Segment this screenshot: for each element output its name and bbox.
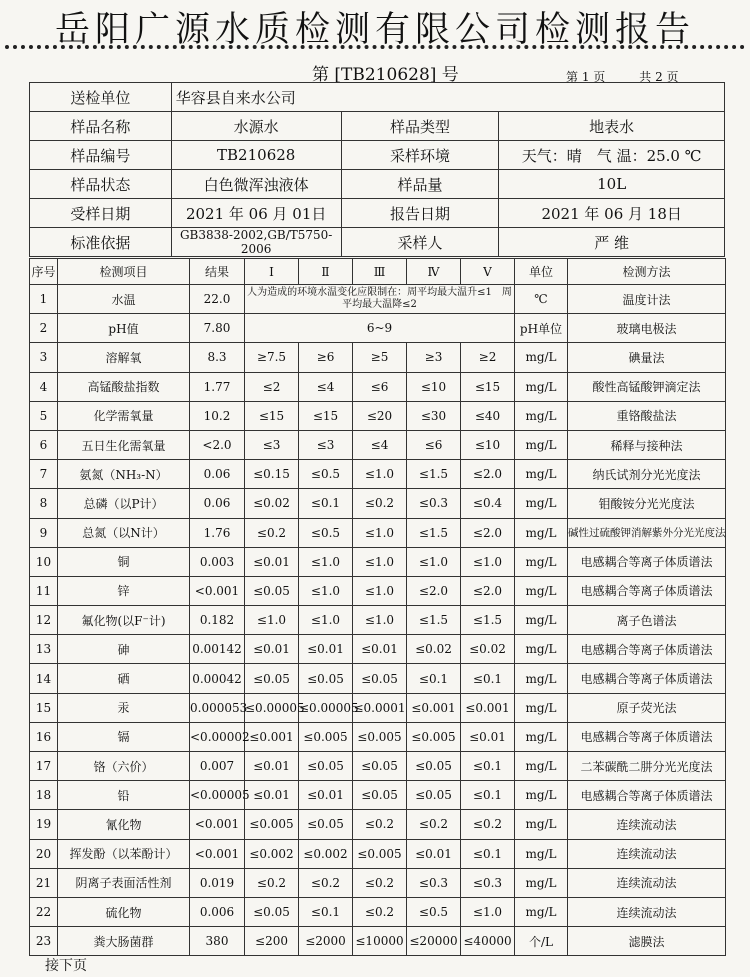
table-row xyxy=(30,927,726,956)
results-header-row xyxy=(30,259,726,285)
row-grade-4: ≤0.3 xyxy=(407,868,461,897)
row-grade-2: ≤0.005 xyxy=(299,722,353,751)
recv-date-value: 2021 年 06 月 01日 xyxy=(171,199,341,228)
row-unit: mg/L xyxy=(515,781,568,810)
row-grade-4: ≤0.3 xyxy=(407,489,461,518)
row-grade-5: ≤0.1 xyxy=(461,664,515,693)
row-result: 0.003 xyxy=(190,547,245,576)
row-unit: mg/L xyxy=(515,576,568,605)
row-item: 汞 xyxy=(58,693,190,722)
row-grade-1: ≤0.01 xyxy=(245,752,299,781)
row-method: 稀释与接种法 xyxy=(568,430,726,459)
row-item: 五日生化需氧量 xyxy=(58,430,190,459)
row-item: 铜 xyxy=(58,547,190,576)
row-grade-4: ≤0.2 xyxy=(407,810,461,839)
table-row xyxy=(30,752,726,781)
qty-label: 样品量 xyxy=(341,170,499,199)
table-row xyxy=(30,576,726,605)
row-method: 玻璃电极法 xyxy=(568,314,726,343)
row-unit: mg/L xyxy=(515,722,568,751)
row-method: 纳氏试剂分光光度法 xyxy=(568,460,726,489)
row-result: <0.001 xyxy=(190,576,245,605)
row-unit: ℃ xyxy=(515,285,568,314)
row-grade-3: ≤1.0 xyxy=(353,547,407,576)
row-result: 1.76 xyxy=(190,518,245,547)
row-grade-1: ≤0.05 xyxy=(245,576,299,605)
row-grade-4: ≤0.01 xyxy=(407,839,461,868)
row-range: 6~9 xyxy=(245,314,515,343)
row-result: 0.006 xyxy=(190,897,245,926)
row-unit: mg/L xyxy=(515,664,568,693)
row-grade-3: ≤0.005 xyxy=(353,722,407,751)
row-method: 电感耦合等离子体质谱法 xyxy=(568,781,726,810)
row-grade-2: ≤0.002 xyxy=(299,839,353,868)
row-unit: mg/L xyxy=(515,430,568,459)
row-grade-5: ≤0.1 xyxy=(461,839,515,868)
row-result: 22.0 xyxy=(190,285,245,314)
row-grade-1: ≤0.01 xyxy=(245,547,299,576)
sampler-value: 严 维 xyxy=(499,228,725,257)
table-row xyxy=(30,314,726,343)
row-grade-5: ≤0.3 xyxy=(461,868,515,897)
row-method: 连续流动法 xyxy=(568,897,726,926)
row-result: 0.06 xyxy=(190,489,245,518)
row-grade-5: ≤0.02 xyxy=(461,635,515,664)
table-row xyxy=(30,343,726,372)
col-grade-5: Ⅴ xyxy=(461,259,515,285)
row-number: 19 xyxy=(30,810,58,839)
row-item: 溶解氧 xyxy=(58,343,190,372)
row-unit: mg/L xyxy=(515,547,568,576)
row-number: 4 xyxy=(30,372,58,401)
row-unit: mg/L xyxy=(515,752,568,781)
row-method: 电感耦合等离子体质谱法 xyxy=(568,722,726,751)
row-grade-3: ≤20 xyxy=(353,401,407,430)
table-row xyxy=(30,518,726,547)
row-item: pH值 xyxy=(58,314,190,343)
results-table xyxy=(29,258,726,956)
row-grade-3: ≤0.05 xyxy=(353,781,407,810)
row-item: 铬（六价） xyxy=(58,752,190,781)
row-grade-4: ≤1.5 xyxy=(407,518,461,547)
row-grade-4: ≤20000 xyxy=(407,927,461,956)
row-grade-4: ≤6 xyxy=(407,430,461,459)
row-unit: mg/L xyxy=(515,460,568,489)
row-grade-4: ≤1.5 xyxy=(407,606,461,635)
col-grade-3: Ⅲ xyxy=(353,259,407,285)
table-row xyxy=(30,897,726,926)
row-unit: mg/L xyxy=(515,839,568,868)
row-remark: 人为造成的环境水温变化应限制在：周平均最大温升≤1 周平均最大温降≤2 xyxy=(245,285,515,314)
col-method: 检测方法 xyxy=(568,259,726,285)
code-value: TB210628 xyxy=(171,141,341,170)
row-method: 温度计法 xyxy=(568,285,726,314)
row-grade-2: ≤15 xyxy=(299,401,353,430)
row-grade-2: ≥6 xyxy=(299,343,353,372)
row-grade-3: ≤1.0 xyxy=(353,460,407,489)
row-number: 13 xyxy=(30,635,58,664)
row-unit: pH单位 xyxy=(515,314,568,343)
row-item: 锌 xyxy=(58,576,190,605)
table-row xyxy=(30,868,726,897)
row-grade-3: ≤0.05 xyxy=(353,664,407,693)
row-grade-2: ≤3 xyxy=(299,430,353,459)
row-grade-1: ≤2 xyxy=(245,372,299,401)
row-number: 5 xyxy=(30,401,58,430)
row-method: 离子色谱法 xyxy=(568,606,726,635)
row-grade-2: ≤1.0 xyxy=(299,576,353,605)
row-grade-3: ≤4 xyxy=(353,430,407,459)
row-grade-4: ≤2.0 xyxy=(407,576,461,605)
col-item: 检测项目 xyxy=(58,259,190,285)
row-grade-5: ≤40 xyxy=(461,401,515,430)
row-grade-2: ≤4 xyxy=(299,372,353,401)
report-date-label: 报告日期 xyxy=(341,199,499,228)
row-result: 7.80 xyxy=(190,314,245,343)
row-grade-2: ≤0.1 xyxy=(299,897,353,926)
row-grade-4: ≤0.001 xyxy=(407,693,461,722)
row-grade-2: ≤0.01 xyxy=(299,635,353,664)
row-method: 电感耦合等离子体质谱法 xyxy=(568,664,726,693)
row-item: 氰化物 xyxy=(58,810,190,839)
row-unit: mg/L xyxy=(515,489,568,518)
row-unit: mg/L xyxy=(515,868,568,897)
row-grade-1: ≤0.05 xyxy=(245,897,299,926)
row-item: 硒 xyxy=(58,664,190,693)
row-method: 原子荧光法 xyxy=(568,693,726,722)
row-grade-3: ≤1.0 xyxy=(353,518,407,547)
row-grade-5: ≤1.5 xyxy=(461,606,515,635)
row-result: <0.00005 xyxy=(190,781,245,810)
row-grade-1: ≤0.02 xyxy=(245,489,299,518)
row-grade-4: ≤0.05 xyxy=(407,752,461,781)
row-method: 连续流动法 xyxy=(568,810,726,839)
row-grade-2: ≤0.05 xyxy=(299,752,353,781)
row-grade-4: ≤0.005 xyxy=(407,722,461,751)
row-grade-4: ≥3 xyxy=(407,343,461,372)
row-number: 10 xyxy=(30,547,58,576)
row-result: 0.000053 xyxy=(190,693,245,722)
row-grade-1: ≤0.00005 xyxy=(245,693,299,722)
col-grade-2: Ⅱ xyxy=(299,259,353,285)
table-row xyxy=(30,664,726,693)
row-item: 水温 xyxy=(58,285,190,314)
row-item: 化学需氧量 xyxy=(58,401,190,430)
row-grade-2: ≤0.5 xyxy=(299,518,353,547)
row-grade-1: ≤0.01 xyxy=(245,781,299,810)
row-grade-1: ≤3 xyxy=(245,430,299,459)
row-result: <0.00002 xyxy=(190,722,245,751)
title-divider xyxy=(5,45,745,49)
type-value: 地表水 xyxy=(499,112,725,141)
row-item: 铅 xyxy=(58,781,190,810)
row-item: 高锰酸盐指数 xyxy=(58,372,190,401)
table-row xyxy=(30,285,726,314)
row-unit: mg/L xyxy=(515,897,568,926)
col-grade-4: Ⅳ xyxy=(407,259,461,285)
row-number: 3 xyxy=(30,343,58,372)
row-grade-4: ≤0.5 xyxy=(407,897,461,926)
row-item: 砷 xyxy=(58,635,190,664)
row-method: 碘量法 xyxy=(568,343,726,372)
row-number: 9 xyxy=(30,518,58,547)
row-grade-3: ≤1.0 xyxy=(353,606,407,635)
row-number: 18 xyxy=(30,781,58,810)
row-item: 硫化物 xyxy=(58,897,190,926)
row-item: 阴离子表面活性剂 xyxy=(58,868,190,897)
row-method: 连续流动法 xyxy=(568,868,726,897)
row-grade-2: ≤0.05 xyxy=(299,810,353,839)
row-grade-1: ≤0.15 xyxy=(245,460,299,489)
row-grade-1: ≤0.01 xyxy=(245,635,299,664)
state-value: 白色微浑浊液体 xyxy=(171,170,341,199)
row-grade-2: ≤0.01 xyxy=(299,781,353,810)
row-grade-3: ≤0.05 xyxy=(353,752,407,781)
row-unit: mg/L xyxy=(515,343,568,372)
row-grade-2: ≤0.5 xyxy=(299,460,353,489)
row-grade-3: ≤6 xyxy=(353,372,407,401)
row-item: 粪大肠菌群 xyxy=(58,927,190,956)
row-grade-5: ≤1.0 xyxy=(461,897,515,926)
row-number: 16 xyxy=(30,722,58,751)
row-method: 连续流动法 xyxy=(568,839,726,868)
row-grade-5: ≤15 xyxy=(461,372,515,401)
table-row xyxy=(30,722,726,751)
row-grade-3: ≤0.01 xyxy=(353,635,407,664)
code-label: 样品编号 xyxy=(30,141,172,170)
name-value: 水源水 xyxy=(171,112,341,141)
row-unit: mg/L xyxy=(515,810,568,839)
qty-value: 10L xyxy=(499,170,725,199)
row-grade-3: ≤0.2 xyxy=(353,897,407,926)
row-method: 钼酸铵分光光度法 xyxy=(568,489,726,518)
row-result: 1.77 xyxy=(190,372,245,401)
row-grade-3: ≤0.005 xyxy=(353,839,407,868)
row-result: 0.019 xyxy=(190,868,245,897)
row-number: 7 xyxy=(30,460,58,489)
sample-info-table xyxy=(29,82,725,257)
table-row xyxy=(30,839,726,868)
row-unit: mg/L xyxy=(515,518,568,547)
row-grade-3: ≤0.2 xyxy=(353,810,407,839)
row-item: 挥发酚（以苯酚计） xyxy=(58,839,190,868)
row-number: 14 xyxy=(30,664,58,693)
row-result: 8.3 xyxy=(190,343,245,372)
row-grade-2: ≤1.0 xyxy=(299,606,353,635)
table-row xyxy=(30,606,726,635)
row-result: 0.00142 xyxy=(190,635,245,664)
col-no: 序号 xyxy=(30,259,58,285)
row-number: 12 xyxy=(30,606,58,635)
row-unit: mg/L xyxy=(515,606,568,635)
state-label: 样品状态 xyxy=(30,170,172,199)
row-grade-2: ≤2000 xyxy=(299,927,353,956)
row-number: 11 xyxy=(30,576,58,605)
row-grade-1: ≤200 xyxy=(245,927,299,956)
row-result: <0.001 xyxy=(190,810,245,839)
row-number: 22 xyxy=(30,897,58,926)
row-grade-5: ≥2 xyxy=(461,343,515,372)
row-result: 0.007 xyxy=(190,752,245,781)
row-grade-2: ≤0.2 xyxy=(299,868,353,897)
row-grade-3: ≤1.0 xyxy=(353,576,407,605)
row-item: 氨氮（NH₃-N） xyxy=(58,460,190,489)
row-number: 8 xyxy=(30,489,58,518)
row-grade-5: ≤0.001 xyxy=(461,693,515,722)
row-method: 酸性高锰酸钾滴定法 xyxy=(568,372,726,401)
row-unit: mg/L xyxy=(515,401,568,430)
report-date-value: 2021 年 06 月 18日 xyxy=(499,199,725,228)
row-grade-5: ≤10 xyxy=(461,430,515,459)
row-method: 碱性过硫酸钾消解紫外分光光度法 xyxy=(568,518,726,547)
row-number: 20 xyxy=(30,839,58,868)
row-number: 17 xyxy=(30,752,58,781)
env-value: 天气：晴 气 温：25.0 ℃ xyxy=(499,141,725,170)
row-number: 21 xyxy=(30,868,58,897)
row-grade-3: ≤0.2 xyxy=(353,868,407,897)
recv-date-label: 受样日期 xyxy=(30,199,172,228)
row-grade-5: ≤1.0 xyxy=(461,547,515,576)
row-grade-1: ≥7.5 xyxy=(245,343,299,372)
row-grade-3: ≥5 xyxy=(353,343,407,372)
row-method: 滤膜法 xyxy=(568,927,726,956)
row-grade-4: ≤0.02 xyxy=(407,635,461,664)
report-number: 第 [TB210628] 号 xyxy=(312,65,459,85)
row-grade-4: ≤0.05 xyxy=(407,781,461,810)
row-result: 0.06 xyxy=(190,460,245,489)
row-number: 23 xyxy=(30,927,58,956)
row-grade-1: ≤0.002 xyxy=(245,839,299,868)
row-grade-4: ≤10 xyxy=(407,372,461,401)
row-unit: mg/L xyxy=(515,372,568,401)
standard-value: GB3838-2002,GB/T5750-2006 xyxy=(171,228,341,257)
row-grade-5: ≤2.0 xyxy=(461,518,515,547)
col-unit: 单位 xyxy=(515,259,568,285)
row-item: 总磷（以P计） xyxy=(58,489,190,518)
row-method: 重铬酸盐法 xyxy=(568,401,726,430)
row-unit: mg/L xyxy=(515,693,568,722)
row-item: 镉 xyxy=(58,722,190,751)
row-grade-4: ≤1.5 xyxy=(407,460,461,489)
row-method: 电感耦合等离子体质谱法 xyxy=(568,576,726,605)
row-grade-2: ≤0.00005 xyxy=(299,693,353,722)
row-unit: mg/L xyxy=(515,635,568,664)
client-value: 华容县自来水公司 xyxy=(171,83,724,112)
row-grade-5: ≤0.2 xyxy=(461,810,515,839)
row-grade-5: ≤0.01 xyxy=(461,722,515,751)
row-method: 二苯碳酰二肼分光光度法 xyxy=(568,752,726,781)
row-number: 15 xyxy=(30,693,58,722)
row-result: 380 xyxy=(190,927,245,956)
row-grade-2: ≤0.1 xyxy=(299,489,353,518)
row-grade-3: ≤0.2 xyxy=(353,489,407,518)
row-grade-5: ≤2.0 xyxy=(461,460,515,489)
row-grade-1: ≤0.005 xyxy=(245,810,299,839)
table-row xyxy=(30,635,726,664)
table-row xyxy=(30,781,726,810)
row-number: 2 xyxy=(30,314,58,343)
row-grade-4: ≤30 xyxy=(407,401,461,430)
row-grade-2: ≤1.0 xyxy=(299,547,353,576)
row-grade-2: ≤0.05 xyxy=(299,664,353,693)
env-label: 采样环境 xyxy=(341,141,499,170)
row-unit: 个/L xyxy=(515,927,568,956)
row-grade-5: ≤0.1 xyxy=(461,752,515,781)
row-grade-1: ≤0.001 xyxy=(245,722,299,751)
table-row xyxy=(30,547,726,576)
row-grade-3: ≤0.0001 xyxy=(353,693,407,722)
client-label: 送检单位 xyxy=(30,83,172,112)
row-number: 6 xyxy=(30,430,58,459)
row-result: 10.2 xyxy=(190,401,245,430)
table-row xyxy=(30,372,726,401)
standard-label: 标准依据 xyxy=(30,228,172,257)
col-result: 结果 xyxy=(190,259,245,285)
row-item: 总氮（以N计） xyxy=(58,518,190,547)
table-row xyxy=(30,401,726,430)
continued-note: 接下页 xyxy=(45,958,87,974)
row-grade-1: ≤1.0 xyxy=(245,606,299,635)
row-grade-1: ≤0.05 xyxy=(245,664,299,693)
table-row xyxy=(30,810,726,839)
row-grade-5: ≤0.4 xyxy=(461,489,515,518)
row-grade-5: ≤40000 xyxy=(461,927,515,956)
row-grade-3: ≤10000 xyxy=(353,927,407,956)
sampler-label: 采样人 xyxy=(341,228,499,257)
row-grade-4: ≤1.0 xyxy=(407,547,461,576)
row-item: 氟化物(以F⁻计) xyxy=(58,606,190,635)
table-row xyxy=(30,430,726,459)
table-row xyxy=(30,460,726,489)
row-grade-1: ≤15 xyxy=(245,401,299,430)
table-row xyxy=(30,693,726,722)
row-grade-1: ≤0.2 xyxy=(245,868,299,897)
row-result: 0.182 xyxy=(190,606,245,635)
page-number: 第 1 页 xyxy=(566,70,606,84)
row-result: <2.0 xyxy=(190,430,245,459)
name-label: 样品名称 xyxy=(30,112,172,141)
row-grade-5: ≤2.0 xyxy=(461,576,515,605)
row-result: 0.00042 xyxy=(190,664,245,693)
row-method: 电感耦合等离子体质谱法 xyxy=(568,547,726,576)
report-title: 岳阳广源水质检测有限公司检测报告 xyxy=(54,10,695,50)
page-total: 共 2 页 xyxy=(639,70,679,84)
type-label: 样品类型 xyxy=(341,112,499,141)
row-method: 电感耦合等离子体质谱法 xyxy=(568,635,726,664)
table-row xyxy=(30,489,726,518)
col-grade-1: Ⅰ xyxy=(245,259,299,285)
row-result: <0.001 xyxy=(190,839,245,868)
row-grade-4: ≤0.1 xyxy=(407,664,461,693)
row-number: 1 xyxy=(30,285,58,314)
row-grade-1: ≤0.2 xyxy=(245,518,299,547)
row-grade-5: ≤0.1 xyxy=(461,781,515,810)
